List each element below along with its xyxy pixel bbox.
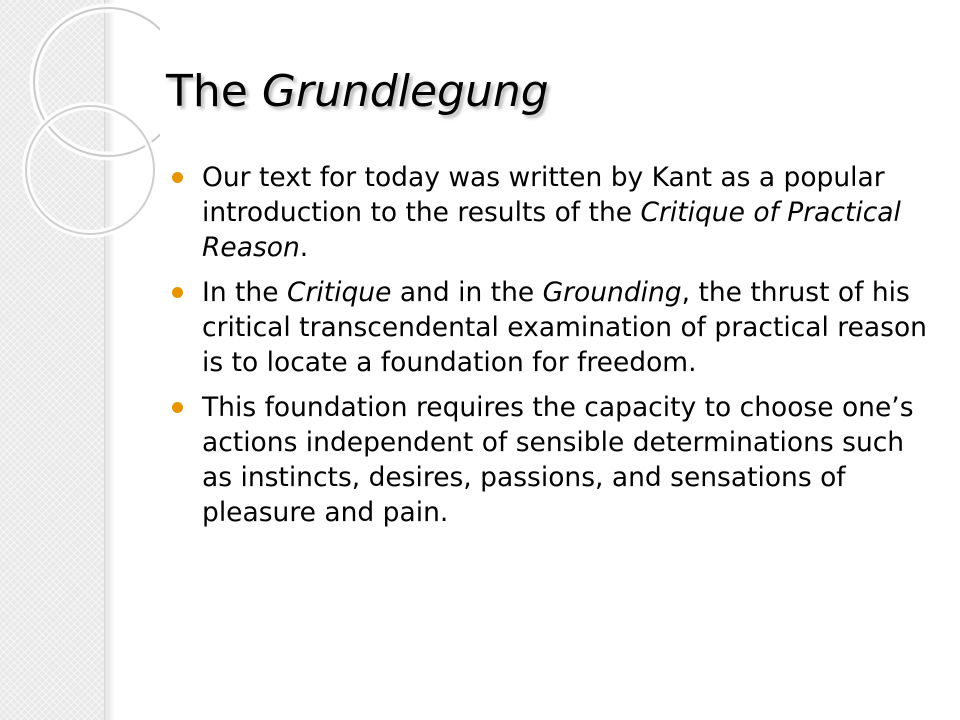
bullet-dot-icon (172, 287, 183, 298)
bullet-dot-icon (172, 402, 183, 413)
bullet-text (202, 162, 901, 263)
decorative-rings (0, 0, 160, 240)
slide-title-italic: Grundlegung (261, 66, 549, 117)
ring-inner-line (26, 106, 154, 234)
bullet-item (172, 160, 942, 265)
bullet-text-italic: Critique of Practical Reason (202, 197, 901, 263)
bullet-item (172, 390, 942, 530)
bullet-text-italic: Grounding (542, 277, 682, 308)
bullet-text (202, 277, 927, 378)
bullet-item (172, 275, 942, 380)
bullet-list (172, 160, 942, 540)
bullet-text-run: . (299, 232, 309, 263)
slide-title (166, 62, 549, 122)
bullet-text-run: and in the (391, 277, 543, 308)
bullet-text-run: This foundation requires the capacity to choose one’s actions independent of sensible determinations such as instincts, desires, passions, and sensations of pleasure and pain. (202, 392, 914, 528)
bullet-text-run: Our text for today was written by Kant as a popular introduction to the results of the (202, 162, 885, 228)
bullet-text (202, 392, 914, 528)
bullet-text-run: , the thrust of his critical transcendental examination of practical reason is to locate a foundation for freedom. (202, 277, 927, 378)
bullet-text-italic: Critique (286, 277, 392, 308)
bullet-dot-icon (172, 172, 183, 183)
slide-title-plain: The (166, 66, 262, 117)
bullet-text-run: In the (202, 277, 287, 308)
